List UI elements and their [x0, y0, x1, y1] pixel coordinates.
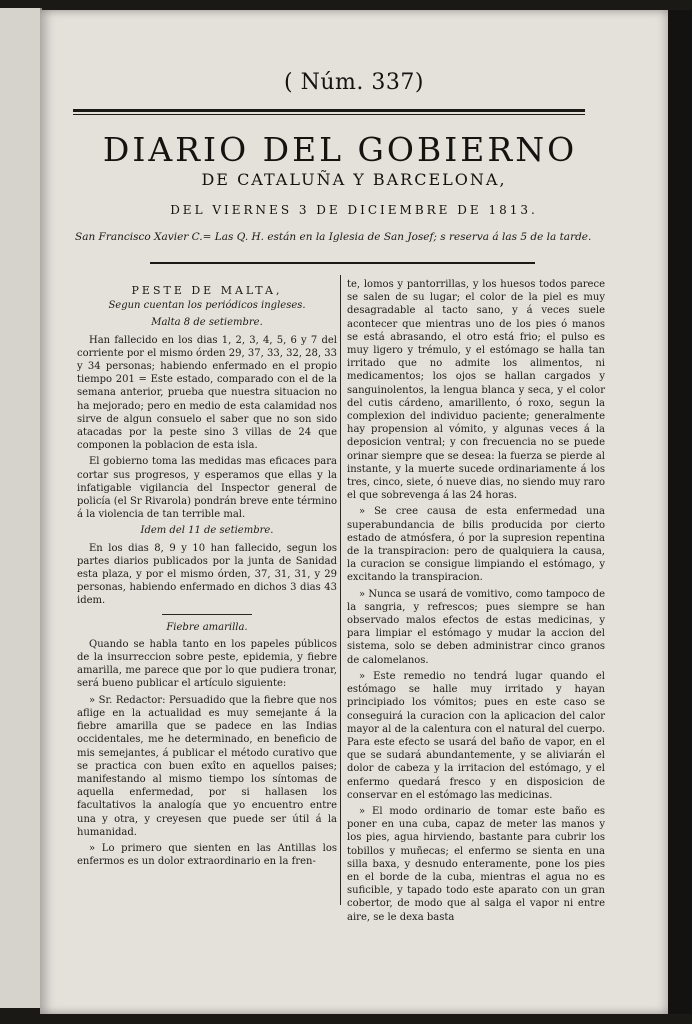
heading-source: Segun cuentan los periódicos ingleses. — [108, 300, 306, 312]
paragraph: Quando se habla tanto en los papeles públicos de la insurreccion sobre peste, epidemia, y fiebre amarilla, me parece que por lo que pudiera tronar, será bueno publicar el artículo siguiente: — [77, 638, 337, 690]
paragraph: » Se cree causa de esta enfermedad una superabundancia de bilis producida por cierto estado de atmósfera, ó por la supresion repentina de la transpiracion: pero de qualquiera la causa, la curacion se consigue limpiando el estómago, y excitando la transpiracion. — [347, 506, 605, 584]
saint-of-the-day: San Francisco Xavier C.= Las Q. H. están en la Iglesia de San Josef; s reserva á las 5 de la tarde. — [75, 231, 592, 243]
paragraph: » Sr. Redactor: Persuadido que la fiebre que nos aflige en la actualidad es muy semejante á la fiebre amarilla que se padece en las Indias occidentales, me he determinado, en beneficio de mis semejantes, á publicar el método curativo que se practica con buen exîto en aquellos paises; manifestando al mismo tiempo los síntomas de aquella enfermedad, por si hallasen los facultativos la analogía que yo encuentro entre una y otra, y creyesen que puede ser útil á la humanidad. — [77, 694, 337, 838]
newspaper-subtitle: DE CATALUÑA Y BARCELONA, — [201, 170, 507, 189]
column-divider — [340, 275, 341, 905]
paragraph: » Nunca se usará de vomitivo, como tampoco de la sangria, y refrescos; pues siempre se han observado malos efectos de estas medicinas, y para limpiar el estómago y mudar la accion del sistema, solo se deben administrar cinco granos de calomelanos. — [347, 588, 605, 666]
paragraph: En los dias 8, 9 y 10 han fallecido, segun los partes diarios publicados por la junta de Sanidad esta plaza, y por el mismo órden, 37, 31, 31, y 29 personas, habiendo enfermado en dichos 3 dias 43 idem. — [77, 542, 337, 607]
dateline-malta: Malta 8 de setiembre. — [151, 317, 263, 329]
newspaper-title: DIARIO DEL GOBIERNO — [102, 130, 578, 169]
left-column — [77, 278, 337, 871]
header-rule-thin — [73, 114, 585, 115]
section-rule — [150, 262, 535, 264]
issue-number: ( Núm. 337) — [284, 70, 424, 95]
heading-peste-malta: PESTE DE MALTA, — [131, 284, 283, 297]
dateline-idem: Idem del 11 de setiembre. — [140, 525, 274, 537]
paragraph: te, lomos y pantorrillas, y los huesos todos parece se salen de su lugar; el color de la piel es muy desagradable al tacto sano, y á veces suele acontecer que mientras uno de los pies ó manos se está abrasando, el otro está frio; el pulso es muy ligero y trémulo, y el estómago se halla tan irritado que no admite los alimentos, ni medicamentos; los ojos se hallan cargados y sanguinolentos, la lengua blanca y seca, y el color del cutis cárdeno, amarillento, ó roxo, segun la complexion del individuo paciente; generalmente hay propension al vómito, y algunas veces á la deposicion ventral; y con frecuencia no se puede orinar siempre que se desea: la fuerza se pierde al instante, y la muerte sucede ordinariamente á los tres, cinco, siete, ó nueve dias, no siendo muy raro el que sobrevenga á las 24 horas. — [347, 279, 605, 502]
issue-date: DEL VIERNES 3 DE DICIEMBRE DE 1813. — [170, 203, 538, 217]
facing-page-edge — [0, 8, 42, 1008]
header-rule — [73, 109, 585, 112]
newspaper-page — [40, 10, 668, 1014]
heading-fiebre-amarilla: Fiebre amarilla. — [166, 621, 248, 633]
right-column — [347, 278, 605, 927]
paragraph: » El modo ordinario de tomar este baño es poner en una cuba, capaz de meter las manos y los pies, agua hirviendo, bastante para cubrir los tobillos y muñecas; el enfermo se sienta en una silla baxa, y desnudo enteramente, pone los pies en el borde de la cuba, mientras el agua no es suficible, y tapado todo este aparato con un gran cobertor, de modo que al salga el vapor ni entre aire, se le dexa basta — [347, 805, 605, 923]
paragraph: » Lo primero que sienten en las Antillas los enfermos es un dolor extraordinario en la fren- — [77, 842, 337, 868]
paragraph: Han fallecido en los dias 1, 2, 3, 4, 5, 6 y 7 del corriente por el mismo órden 29, 37, 33, 32, 28, 33 y 34 personas; habiendo enfermado en el propio tiempo 201 = Este estado, comparado con el de la semana anterior, prueba que nuestra situacion no ha mejorado; pero en medio de esta calamidad nos sirve de algun consuelo el saber que no son sido atacadas por la peste sino 3 villas de 24 que componen la poblacion de esta isla. — [77, 334, 337, 452]
short-divider — [162, 614, 252, 615]
paragraph: El gobierno toma las medidas mas eficaces para cortar sus progresos, y esperamos que ellas y la infatigable vigilancia del Inspector general de policía (el Sr Rivarola) pondrán breve ente término á la violencia de tan terrible mal. — [77, 456, 337, 521]
scan-background-edge — [668, 10, 692, 1014]
paragraph: » Este remedio no tendrá lugar quando el estómago se halle muy irritado y hayan principiado los vómitos; pues en este caso se conseguirá la curacion con la aplicacion del calor mayor al de la calentura con el natural del cuerpo. Para este efecto se usará del baño de vapor, en el que se sudará abundantemente, y se aliviarán el dolor de cabeza y la irritacion del estómago, y el enfermo quedará fresco y en disposicion de conservar en el estómago las medicinas. — [347, 670, 605, 801]
